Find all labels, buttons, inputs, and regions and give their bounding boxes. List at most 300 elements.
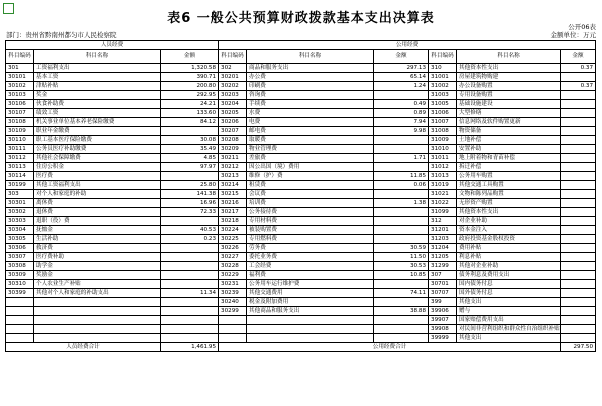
cell-amount: 72.33 — [161, 208, 219, 217]
cell-code: 30199 — [6, 181, 34, 190]
cell-code: 31201 — [429, 226, 457, 235]
cell-amount — [561, 136, 596, 145]
cell-name — [34, 334, 161, 343]
cell-amount: 1.71 — [374, 154, 429, 163]
cell-code: 31203 — [429, 235, 457, 244]
cell-name: 资本金注入 — [457, 226, 561, 235]
cell-code: 30226 — [219, 244, 247, 253]
cell-name: 公务员医疗补助缴费 — [34, 145, 161, 154]
cell-code: 30301 — [6, 199, 34, 208]
cell-name: 其他交通费用 — [247, 289, 374, 298]
cell-name: 职业年金缴费 — [34, 127, 161, 136]
col-header-name: 科目名称 — [247, 50, 374, 64]
cell-amount — [374, 190, 429, 199]
cell-name: 专用设备购置 — [457, 91, 561, 100]
cell-name: 咨询费 — [247, 91, 374, 100]
cell-name: 赠与 — [457, 307, 561, 316]
table-row — [6, 334, 596, 343]
group-header-public: 公用经费 — [219, 41, 596, 50]
cell-amount: 40.53 — [161, 226, 219, 235]
col-header-code: 科目编码 — [219, 50, 247, 64]
table-row — [6, 127, 596, 136]
cell-code: 30201 — [219, 73, 247, 82]
cell-code: 31006 — [429, 109, 457, 118]
cell-name: 无形资产购置 — [457, 199, 561, 208]
table-row — [6, 289, 596, 298]
cell-name: 离休费 — [34, 199, 161, 208]
cell-code: 30101 — [6, 73, 34, 82]
public-total-label: 公用经费合计 — [219, 343, 561, 352]
cell-code: 302 — [219, 64, 247, 73]
cell-name: 对企业补助 — [457, 217, 561, 226]
cell-name: 水费 — [247, 109, 374, 118]
cell-amount — [561, 181, 596, 190]
cell-name: 房屋建筑物购建 — [457, 73, 561, 82]
cell-amount — [561, 208, 596, 217]
cell-name: 医疗费补助 — [34, 253, 161, 262]
cell-amount — [161, 217, 219, 226]
cell-amount — [561, 316, 596, 325]
cell-amount — [161, 316, 219, 325]
table-row — [6, 307, 596, 316]
cell-name: 差旅费 — [247, 154, 374, 163]
cell-name: 邮电费 — [247, 127, 374, 136]
cell-name: 地上附着物和青苗补偿 — [457, 154, 561, 163]
cell-code: 30303 — [6, 217, 34, 226]
cell-code: 30225 — [219, 235, 247, 244]
cell-amount — [561, 325, 596, 334]
cell-code: 30707 — [429, 289, 457, 298]
cell-code: 31205 — [429, 253, 457, 262]
cell-code — [6, 307, 34, 316]
cell-amount: 0.23 — [161, 235, 219, 244]
cell-code: 31003 — [429, 91, 457, 100]
cell-name: 专用材料费 — [247, 217, 374, 226]
cell-name: 对个人和家庭的补助 — [34, 190, 161, 199]
cell-name: 津贴补贴 — [34, 82, 161, 91]
cell-name: 取暖费 — [247, 136, 374, 145]
cell-amount: 65.14 — [374, 73, 429, 82]
cell-amount — [561, 307, 596, 316]
cell-code: 31022 — [429, 199, 457, 208]
cell-code: 31008 — [429, 127, 457, 136]
table-row — [6, 208, 596, 217]
cell-code: 30214 — [219, 181, 247, 190]
cell-name: 费用补贴 — [457, 244, 561, 253]
cell-code: 31204 — [429, 244, 457, 253]
cell-code: 30215 — [219, 190, 247, 199]
cell-code: 31005 — [429, 100, 457, 109]
cell-name: 培训费 — [247, 199, 374, 208]
cell-name: 其他社会保障缴费 — [34, 154, 161, 163]
cell-name: 信息网络及软件购置更新 — [457, 118, 561, 127]
cell-code: 31001 — [429, 73, 457, 82]
cell-amount — [561, 217, 596, 226]
cell-name: 专用燃料费 — [247, 235, 374, 244]
cell-amount — [561, 199, 596, 208]
cell-amount — [374, 145, 429, 154]
cell-amount — [561, 145, 596, 154]
cell-name: 安置补助 — [457, 145, 561, 154]
cell-code — [219, 325, 247, 334]
department-label: 部门：贵州省黔南州都匀市人民检察院 — [6, 31, 117, 39]
cell-code: 30208 — [219, 136, 247, 145]
cell-code: 30239 — [219, 289, 247, 298]
cell-name: 救济费 — [34, 244, 161, 253]
cell-amount: 0.89 — [374, 109, 429, 118]
cell-name: 生活补助 — [34, 235, 161, 244]
cell-name: 因公出国（境）费用 — [247, 163, 374, 172]
cell-name: 税金及附加费用 — [247, 298, 374, 307]
cell-amount: 297.13 — [374, 64, 429, 73]
cell-code: 303 — [6, 190, 34, 199]
cell-amount — [374, 163, 429, 172]
cell-name: 被装购置费 — [247, 226, 374, 235]
cell-name: 办公费 — [247, 73, 374, 82]
cell-code: 30224 — [219, 226, 247, 235]
cell-name: 其他商品和服务支出 — [247, 307, 374, 316]
cell-code: 30111 — [6, 145, 34, 154]
cell-code — [219, 334, 247, 343]
cell-code: 39906 — [429, 307, 457, 316]
col-header-code: 科目编码 — [6, 50, 34, 64]
cell-name: 物业管理费 — [247, 145, 374, 154]
table-row — [6, 325, 596, 334]
cell-amount: 1.38 — [374, 199, 429, 208]
cell-code: 30205 — [219, 109, 247, 118]
cell-name: 手续费 — [247, 100, 374, 109]
cell-name: 利息补贴 — [457, 253, 561, 262]
cell-code — [6, 298, 34, 307]
cell-code: 30102 — [6, 82, 34, 91]
table-row — [6, 109, 596, 118]
cell-amount — [561, 226, 596, 235]
table-row — [6, 226, 596, 235]
cell-amount — [161, 172, 219, 181]
cell-amount — [561, 262, 596, 271]
cell-name: 文物和陈列品购置 — [457, 190, 561, 199]
cell-name: 个人农业生产补贴 — [34, 280, 161, 289]
cell-code: 30202 — [219, 82, 247, 91]
table-row — [6, 145, 596, 154]
cell-amount: 0.06 — [374, 181, 429, 190]
cell-amount: 10.85 — [374, 271, 429, 280]
cell-name: 医疗费 — [34, 172, 161, 181]
cell-name — [34, 316, 161, 325]
table-row — [6, 100, 596, 109]
table-row — [6, 217, 596, 226]
cell-amount: 292.95 — [161, 91, 219, 100]
cell-code: 31007 — [429, 118, 457, 127]
cell-code: 312 — [429, 217, 457, 226]
table-row — [6, 64, 596, 73]
cell-code: 30112 — [6, 154, 34, 163]
cell-code: 30299 — [219, 307, 247, 316]
cell-code: 30107 — [6, 109, 34, 118]
cell-amount — [161, 244, 219, 253]
cell-amount — [161, 262, 219, 271]
cell-amount — [374, 136, 429, 145]
cell-code: 30216 — [219, 199, 247, 208]
cell-code: 30228 — [219, 262, 247, 271]
page-title: 表6 一般公共预算财政拨款基本支出决算表 — [167, 11, 435, 26]
cell-code: 30229 — [219, 271, 247, 280]
cell-name: 国外债务付息 — [457, 289, 561, 298]
cell-amount: 141.38 — [161, 190, 219, 199]
cell-amount: 0.49 — [374, 100, 429, 109]
cell-amount — [561, 118, 596, 127]
cell-name: 维修（护）费 — [247, 172, 374, 181]
cell-name: 对民间非营利组织和群众性自治组织补贴 — [457, 325, 561, 334]
cell-code: 30211 — [219, 154, 247, 163]
form-code: 公开06表 — [568, 23, 596, 31]
cell-code: 30399 — [6, 289, 34, 298]
cell-name: 退职（役）费 — [34, 217, 161, 226]
cell-name: 退休费 — [34, 208, 161, 217]
cell-code: 310 — [429, 64, 457, 73]
cell-name — [34, 298, 161, 307]
cell-amount: 0.37 — [561, 82, 596, 91]
cell-amount — [374, 298, 429, 307]
cell-name: 大型修缮 — [457, 109, 561, 118]
cell-code: 30240 — [219, 298, 247, 307]
cell-code: 31009 — [429, 136, 457, 145]
cell-code: 30206 — [219, 118, 247, 127]
cell-amount — [374, 280, 429, 289]
cell-code: 31299 — [429, 262, 457, 271]
cell-code: 307 — [429, 271, 457, 280]
cell-code: 31019 — [429, 181, 457, 190]
cell-name: 其他工资福利支出 — [34, 181, 161, 190]
cell-code: 30213 — [219, 172, 247, 181]
cell-amount — [561, 73, 596, 82]
cell-amount — [374, 325, 429, 334]
cell-code: 30227 — [219, 253, 247, 262]
table-row — [6, 199, 596, 208]
cell-code: 39999 — [429, 334, 457, 343]
cell-amount — [561, 280, 596, 289]
cell-name: 公务接待费 — [247, 208, 374, 217]
table-row — [6, 154, 596, 163]
cell-name: 租赁费 — [247, 181, 374, 190]
personnel-total-amount: 1,461.95 — [161, 343, 219, 352]
cell-amount — [374, 316, 429, 325]
cell-name: 其他对个人和家庭的补助支出 — [34, 289, 161, 298]
cell-code — [219, 316, 247, 325]
cell-code: 30701 — [429, 280, 457, 289]
table-row — [6, 190, 596, 199]
cell-name — [34, 307, 161, 316]
cell-amount: 1,320.58 — [161, 64, 219, 73]
cell-name: 国内债务付息 — [457, 280, 561, 289]
cell-code: 31099 — [429, 208, 457, 217]
cell-name: 其他交通工具购置 — [457, 181, 561, 190]
cell-amount: 11.85 — [374, 172, 429, 181]
table-row — [6, 280, 596, 289]
cell-name: 工资福利支出 — [34, 64, 161, 73]
cell-amount — [374, 235, 429, 244]
cell-amount: 30.53 — [374, 262, 429, 271]
cell-amount — [561, 163, 596, 172]
cell-amount — [374, 91, 429, 100]
cell-name: 委托业务费 — [247, 253, 374, 262]
cell-name: 国家赔偿费用支出 — [457, 316, 561, 325]
cell-amount: 38.88 — [374, 307, 429, 316]
cell-amount — [561, 334, 596, 343]
cell-code: 30106 — [6, 100, 34, 109]
cell-amount: 133.60 — [161, 109, 219, 118]
cell-amount — [561, 91, 596, 100]
cell-amount — [161, 307, 219, 316]
cell-name: 基本工资 — [34, 73, 161, 82]
cell-amount — [561, 127, 596, 136]
cell-code: 30203 — [219, 91, 247, 100]
cell-code: 30114 — [6, 172, 34, 181]
cell-amount — [561, 109, 596, 118]
cell-name: 债务利息及费用支出 — [457, 271, 561, 280]
cell-name: 住房公积金 — [34, 163, 161, 172]
cell-code: 30209 — [219, 145, 247, 154]
cell-name: 其他资本性支出 — [457, 208, 561, 217]
cell-name: 土地补偿 — [457, 136, 561, 145]
cell-amount: 35.49 — [161, 145, 219, 154]
table-row — [6, 163, 596, 172]
cell-code: 30113 — [6, 163, 34, 172]
cell-amount: 25.80 — [161, 181, 219, 190]
cell-code: 30212 — [219, 163, 247, 172]
table-row — [6, 262, 596, 271]
cell-amount: 97.97 — [161, 163, 219, 172]
cell-code: 31021 — [429, 190, 457, 199]
cell-name: 伙食补助费 — [34, 100, 161, 109]
table-row — [6, 172, 596, 181]
cell-code: 30109 — [6, 127, 34, 136]
cell-name: 其他资本性支出 — [457, 64, 561, 73]
cell-amount: 0.37 — [561, 64, 596, 73]
cell-code: 30204 — [219, 100, 247, 109]
cell-code: 30306 — [6, 244, 34, 253]
cell-name: 会议费 — [247, 190, 374, 199]
cell-code: 31013 — [429, 172, 457, 181]
cell-name — [247, 325, 374, 334]
table-row — [6, 271, 596, 280]
cell-amount: 4.85 — [161, 154, 219, 163]
cell-amount: 11.34 — [161, 289, 219, 298]
cell-amount: 84.12 — [161, 118, 219, 127]
cell-code: 30218 — [219, 217, 247, 226]
cell-name: 政府投资基金股权投资 — [457, 235, 561, 244]
cell-name: 基础设施建设 — [457, 100, 561, 109]
cell-amount: 1.24 — [374, 82, 429, 91]
cell-code: 30108 — [6, 118, 34, 127]
cell-amount — [374, 217, 429, 226]
cell-name: 职工基本医疗保险缴费 — [34, 136, 161, 145]
cell-name — [247, 316, 374, 325]
cell-code: 30308 — [6, 262, 34, 271]
cell-name: 福利费 — [247, 271, 374, 280]
cell-amount: 74.11 — [374, 289, 429, 298]
cell-code: 30304 — [6, 226, 34, 235]
cell-amount — [561, 253, 596, 262]
col-header-name: 科目名称 — [34, 50, 161, 64]
cell-name: 劳务费 — [247, 244, 374, 253]
cell-name: 绩效工资 — [34, 109, 161, 118]
cell-amount — [161, 298, 219, 307]
cell-name: 电费 — [247, 118, 374, 127]
cell-amount — [561, 154, 596, 163]
cell-code: 30302 — [6, 208, 34, 217]
cell-code: 30309 — [6, 271, 34, 280]
cell-code: 30217 — [219, 208, 247, 217]
cell-amount — [374, 226, 429, 235]
cell-amount — [161, 325, 219, 334]
cell-name: 助学金 — [34, 262, 161, 271]
cell-code: 30310 — [6, 280, 34, 289]
cell-amount — [561, 172, 596, 181]
cell-amount — [161, 127, 219, 136]
cell-amount — [561, 298, 596, 307]
cell-name: 公务用车运行维护费 — [247, 280, 374, 289]
table-row — [6, 298, 596, 307]
cell-name: 机关事业单位基本养老保险缴费 — [34, 118, 161, 127]
table-row — [6, 73, 596, 82]
cell-amount: 30.08 — [161, 136, 219, 145]
table-row — [6, 253, 596, 262]
cell-code: 31012 — [429, 163, 457, 172]
cell-amount — [374, 334, 429, 343]
cell-code: 30307 — [6, 253, 34, 262]
cell-amount: 16.96 — [161, 199, 219, 208]
cell-code: 31002 — [429, 82, 457, 91]
cell-amount: 9.98 — [374, 127, 429, 136]
cell-name: 工会经费 — [247, 262, 374, 271]
cell-code: 30231 — [219, 280, 247, 289]
col-header-name: 科目名称 — [457, 50, 561, 64]
cell-amount — [561, 235, 596, 244]
cell-name: 物资储备 — [457, 127, 561, 136]
cell-name: 其他支出 — [457, 334, 561, 343]
cell-code: 31010 — [429, 145, 457, 154]
cell-code: 30207 — [219, 127, 247, 136]
cell-code — [6, 334, 34, 343]
cell-amount — [374, 208, 429, 217]
cell-amount: 24.21 — [161, 100, 219, 109]
cell-code: 39907 — [429, 316, 457, 325]
col-header-amount: 金额 — [161, 50, 219, 64]
cell-code — [6, 316, 34, 325]
cell-amount — [561, 289, 596, 298]
cell-amount — [161, 271, 219, 280]
cell-code — [6, 325, 34, 334]
cell-name: 公务用车购置 — [457, 172, 561, 181]
table-row — [6, 118, 596, 127]
personnel-total-label: 人员经费合计 — [6, 343, 161, 352]
cell-name — [34, 325, 161, 334]
public-total-amount: 297.50 — [561, 343, 596, 352]
cell-code: 30305 — [6, 235, 34, 244]
cell-amount — [161, 334, 219, 343]
table-row — [6, 91, 596, 100]
cell-code: 301 — [6, 64, 34, 73]
col-header-amount: 金额 — [561, 50, 596, 64]
unit-label: 金额单位：万元 — [550, 31, 596, 39]
col-header-code: 科目编码 — [429, 50, 457, 64]
group-header-personnel: 人员经费 — [6, 41, 219, 50]
cell-name: 抚恤金 — [34, 226, 161, 235]
cell-amount: 390.71 — [161, 73, 219, 82]
cell-amount — [561, 100, 596, 109]
expenditure-table — [5, 40, 596, 352]
